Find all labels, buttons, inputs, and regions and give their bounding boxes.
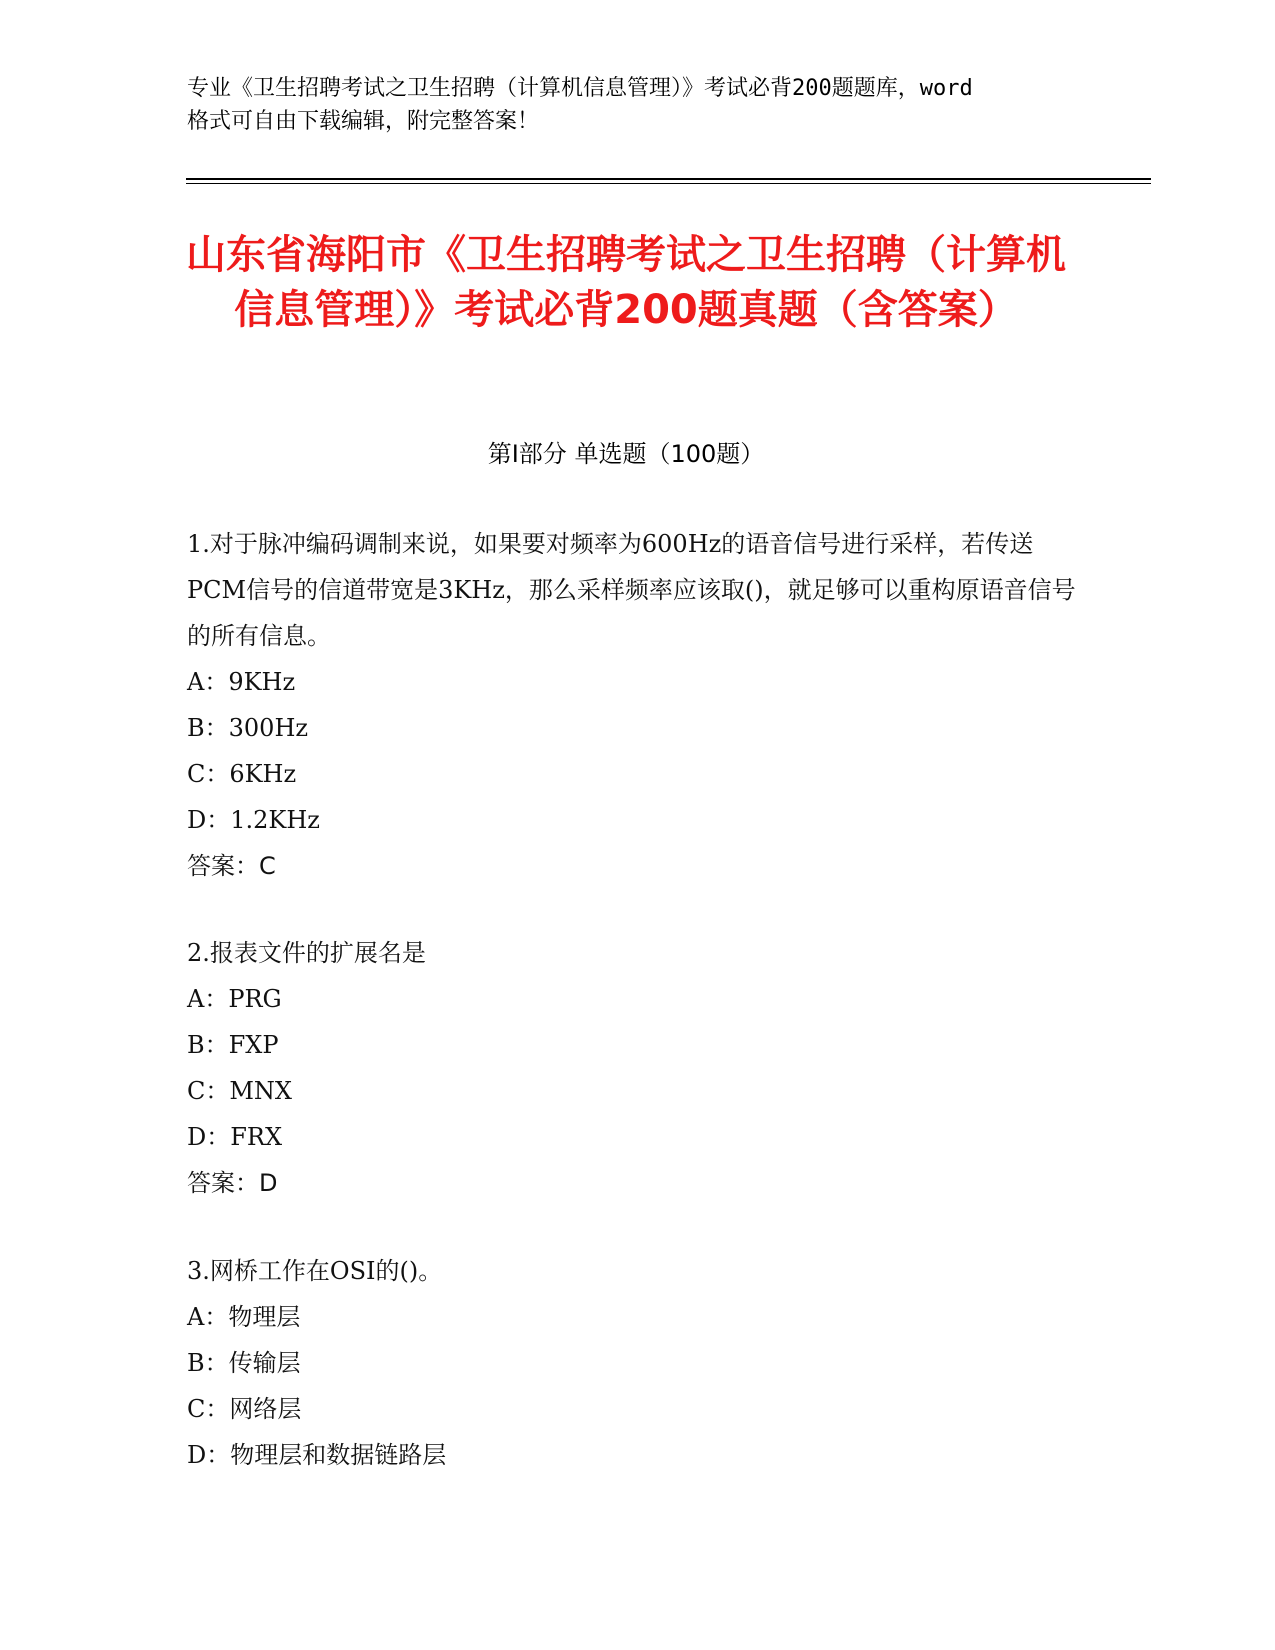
option-b: B：300Hz [187,714,309,742]
option-a: A：9KHz [187,668,296,696]
intro-text: 专业《卫生招聘考试之卫生招聘（计算机信息管理）》考试必背200题题库，word 格式可自由下载编辑，附完整答案！ [187,76,973,134]
header-divider-thin [186,183,1151,184]
question-3 [187,1248,1077,1478]
option-d: D：1.2KHz [187,806,320,834]
question-stem: 2.报表文件的扩展名是 [187,939,426,967]
answer: 答案：D [187,1169,278,1197]
option-c: C：MNX [187,1077,293,1105]
document-title: 山东省海阳市《卫生招聘考试之卫生招聘（计算机信息管理）》考试必背200题真题（含答案） [186,232,1066,333]
option-a: A：PRG [187,985,282,1013]
option-b: B：传输层 [187,1349,301,1377]
question-1 [187,521,1077,889]
option-a: A：物理层 [187,1303,301,1331]
question-stem: 1.对于脉冲编码调制来说，如果要对频率为600Hz的语音信号进行采样，若传送PCM信号的信道带宽是3KHz，那么采样频率应该取()，就足够可以重构原语音信号的所有信息。 [187,530,1076,650]
option-d: D：FRX [187,1123,283,1151]
option-c: C：网络层 [187,1395,302,1423]
option-b: B：FXP [187,1031,279,1059]
section-heading: 第Ⅰ部分 单选题（100题） [487,440,765,468]
question-stem: 3.网桥工作在OSI的()。 [187,1257,443,1285]
answer: 答案：C [187,852,276,880]
question-2 [187,930,1077,1206]
header-divider-thick [186,178,1151,180]
option-c: C：6KHz [187,760,297,788]
option-d: D：物理层和数据链路层 [187,1441,447,1469]
